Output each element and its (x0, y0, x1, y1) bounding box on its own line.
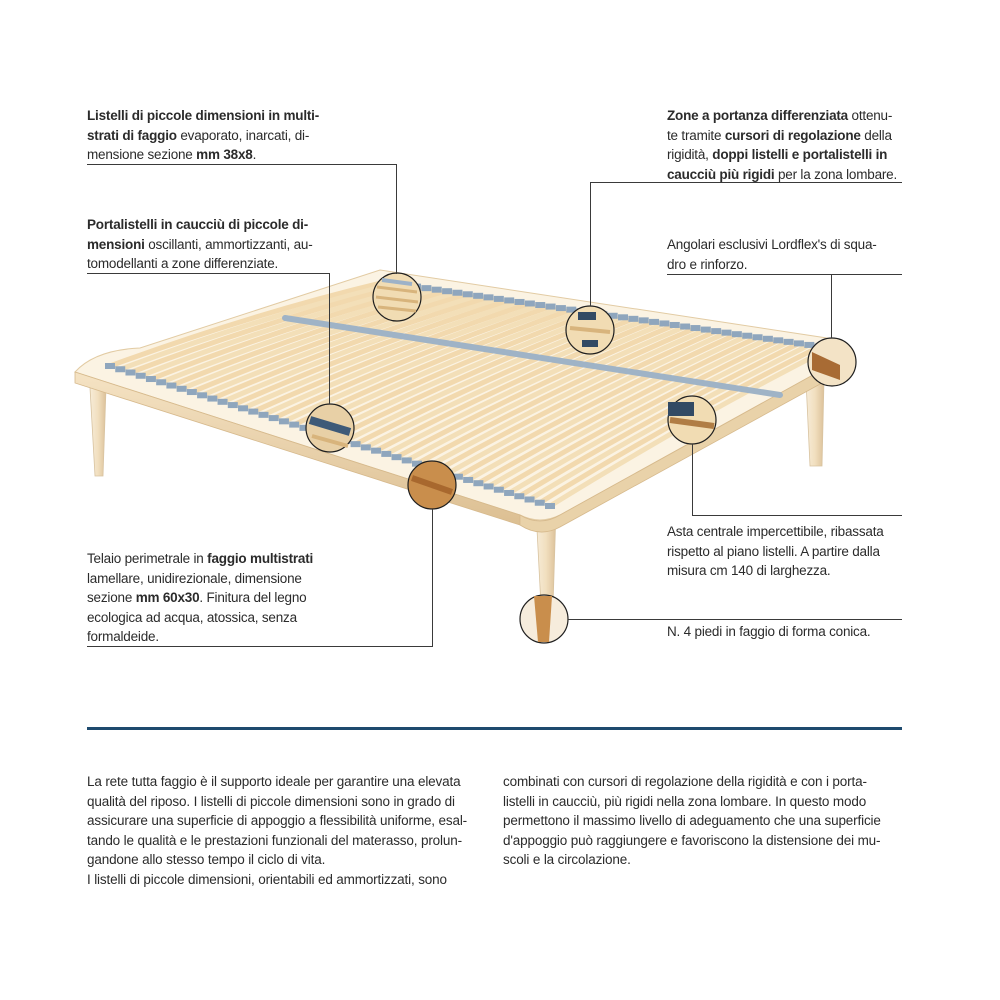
callout-listelli-bold-3: mm 38x8 (196, 147, 253, 162)
slat-holder (392, 454, 402, 460)
slat-holder (690, 325, 700, 331)
callout-zone-text-2a: te tramite (667, 127, 725, 143)
slat-holder (639, 317, 649, 323)
callout-portalistelli-text-3: tomodellanti a zone differenziate. (87, 256, 279, 271)
callout-telaio-text-4: ecologica ad acqua, atossica, senza (87, 609, 297, 625)
slat-holder (556, 305, 566, 311)
slat-holder (670, 322, 680, 328)
slat-holder (421, 285, 431, 291)
body-right-line-4: d'appoggio può raggiungere e favoriscono la distensione dei mu- (503, 832, 881, 848)
slat-holder (361, 444, 371, 450)
callout-telaio-text-1: Telaio perimetrale in (87, 551, 208, 566)
slat-holder (248, 409, 258, 415)
slat-holder (514, 493, 524, 499)
slat-holder (177, 386, 187, 392)
slat-holder (515, 299, 525, 305)
slat-holder (473, 480, 483, 486)
slat-holder (218, 399, 228, 405)
callout-zone-text-2b: della (860, 127, 892, 143)
slat-holder (238, 405, 248, 411)
slat-holder (784, 339, 794, 345)
slat-holder (732, 331, 742, 337)
slat-holder (166, 383, 176, 389)
slat-holder (432, 287, 442, 293)
slat-holder (659, 320, 669, 326)
body-right-line-1: combinati con cursori di regolazione della rigidità e con i porta- (503, 774, 867, 789)
body-left-line-2: qualità del riposo. I listelli di piccole dimensioni sono in grado di (87, 793, 455, 809)
slat-holder (763, 336, 773, 342)
slat-holder (618, 314, 628, 320)
slat-holder (742, 333, 752, 339)
slat-holder (228, 402, 238, 408)
slat-holder (525, 496, 535, 502)
slat-holder (463, 291, 473, 297)
slat-holder (381, 451, 391, 457)
slat-holder (649, 319, 659, 325)
callout-asta-text-1: Asta centrale impercettibile, ribassata (667, 524, 884, 539)
section-divider (87, 727, 902, 730)
slat-holder (701, 327, 711, 333)
slat-holder (105, 363, 115, 369)
slat-holder (279, 418, 289, 424)
callout-angolari-text-1: Angolari esclusivi Lordflex's di squa- (667, 237, 877, 252)
callout-zone-bold-2: cursori di regolazione (724, 127, 861, 143)
detail-circle-holder (306, 404, 354, 452)
callout-portalistelli-text-2: oscillanti, ammortizzanti, au- (144, 236, 313, 252)
slat-holder (483, 294, 493, 300)
callout-telaio (87, 549, 330, 647)
callout-piedi-text-1: N. 4 piedi in faggio di forma conica. (667, 624, 871, 639)
slat-holder (269, 415, 279, 421)
slat-holder (146, 376, 156, 382)
slat-holder (504, 490, 514, 496)
slat-holder (351, 441, 361, 447)
callout-listelli-text-3: mensione sezione (87, 147, 197, 162)
slat-holder (115, 366, 125, 372)
callout-piedi (667, 622, 902, 642)
slat-holder (711, 328, 721, 334)
callout-zone-bold-4: caucciù più rigidi (667, 166, 775, 182)
slat-holder (535, 302, 545, 308)
body-text-left (87, 772, 485, 889)
body-left-line-6: I listelli di piccole dimensioni, orientabili ed ammortizzati, sono (87, 871, 447, 887)
body-right-line-3: permettono il massimo livello di adeguamento che una superficie (503, 813, 881, 828)
slat-holder (753, 334, 763, 340)
slat-holder (187, 389, 197, 395)
slat-holder (289, 422, 299, 428)
callout-angolari (667, 235, 902, 274)
slat-holder (628, 316, 638, 322)
slat-holder (794, 340, 804, 346)
callout-zone-text-4: per la zona lombare. (774, 166, 898, 182)
callout-telaio-text-3e: . Finitura del legno (199, 590, 307, 605)
callout-listelli-bold-1: Listelli di piccole dimensioni in multi- (87, 108, 320, 123)
body-left-line-3: assicurare una superficie di appoggio a flessibilità uniforme, esal- (87, 813, 468, 828)
callout-zone (667, 106, 902, 184)
slat-holder (546, 304, 556, 310)
callout-asta-text-2: rispetto al piano listelli. A partire dalla (667, 543, 880, 559)
body-left-line-4: tando le qualità e le prestazioni funzionali del materasso, prolun- (87, 832, 462, 848)
detail-circle-frame (408, 461, 456, 509)
slat-holder (473, 293, 483, 299)
callout-telaio-bold-1: faggio multistrati (207, 551, 314, 566)
slat-holder (722, 330, 732, 336)
slat-holder (773, 337, 783, 343)
slat-holder (525, 300, 535, 306)
callout-telaio-text-2: lamellare, unidirezionale, dimensione (87, 570, 302, 586)
slat-holder (494, 296, 504, 302)
slat-holder (535, 500, 545, 506)
body-right-line-5: scoli e la circolazione. (503, 852, 631, 867)
detail-circle-leg (520, 595, 568, 643)
callout-listelli-bold-2: strati di faggio (87, 127, 177, 143)
slat-holder (156, 379, 166, 385)
slat-holder (125, 370, 135, 376)
callout-listelli (87, 106, 329, 165)
slat-holder (680, 324, 690, 330)
detail-circle-slats (373, 273, 421, 321)
slat-holder (197, 392, 207, 398)
callout-listelli-text-2: evaporato, inarcati, di- (176, 127, 310, 143)
callout-zone-text-3a: rigidità, (667, 147, 713, 162)
body-right-line-2: listelli in caucciù, più rigidi nella zona lombare. In questo modo (503, 793, 867, 809)
callout-angolari-text-2: dro e rinforzo. (667, 256, 748, 272)
slat-holder (545, 503, 555, 509)
callout-telaio-text-5: formaldeide. (87, 629, 159, 644)
slat-holder (463, 477, 473, 483)
callout-zone-text-1: ottenu- (847, 108, 893, 123)
slat-holder (452, 290, 462, 296)
callout-portalistelli-bold-1: Portalistelli in caucciù di piccole di- (87, 217, 309, 232)
callout-telaio-text-3: sezione (87, 590, 136, 605)
callout-listelli-text-3e: . (252, 147, 257, 162)
callout-zone-bold-1: Zone a portanza differenziata (667, 108, 848, 123)
body-left-line-1: La rete tutta faggio è il supporto ideale per garantire una elevata (87, 774, 461, 789)
slat-holder (371, 448, 381, 454)
callout-portalistelli-bold-2: mensioni (87, 236, 145, 252)
callout-asta-text-3: misura cm 140 di larghezza. (667, 563, 831, 578)
callout-zone-bold-3: doppi listelli e portalistelli in (712, 147, 888, 162)
slat-holder (207, 396, 217, 402)
callout-asta (667, 522, 902, 581)
body-left-line-5: gandone allo stesso tempo il ciclo di vita. (87, 852, 326, 867)
detail-circle-corner (808, 338, 856, 386)
slat-holder (494, 487, 504, 493)
slat-holder (136, 373, 146, 379)
detail-circle-cursor (566, 306, 614, 354)
slat-holder (484, 483, 494, 489)
detail-circle-rail (668, 396, 716, 444)
slat-holder (442, 288, 452, 294)
callout-telaio-bold-3: mm 60x30 (135, 590, 200, 605)
slat-holder (258, 412, 268, 418)
slat-holder (402, 457, 412, 463)
slat-holder (504, 297, 514, 303)
callout-portalistelli (87, 215, 329, 274)
body-text-right (503, 772, 902, 870)
